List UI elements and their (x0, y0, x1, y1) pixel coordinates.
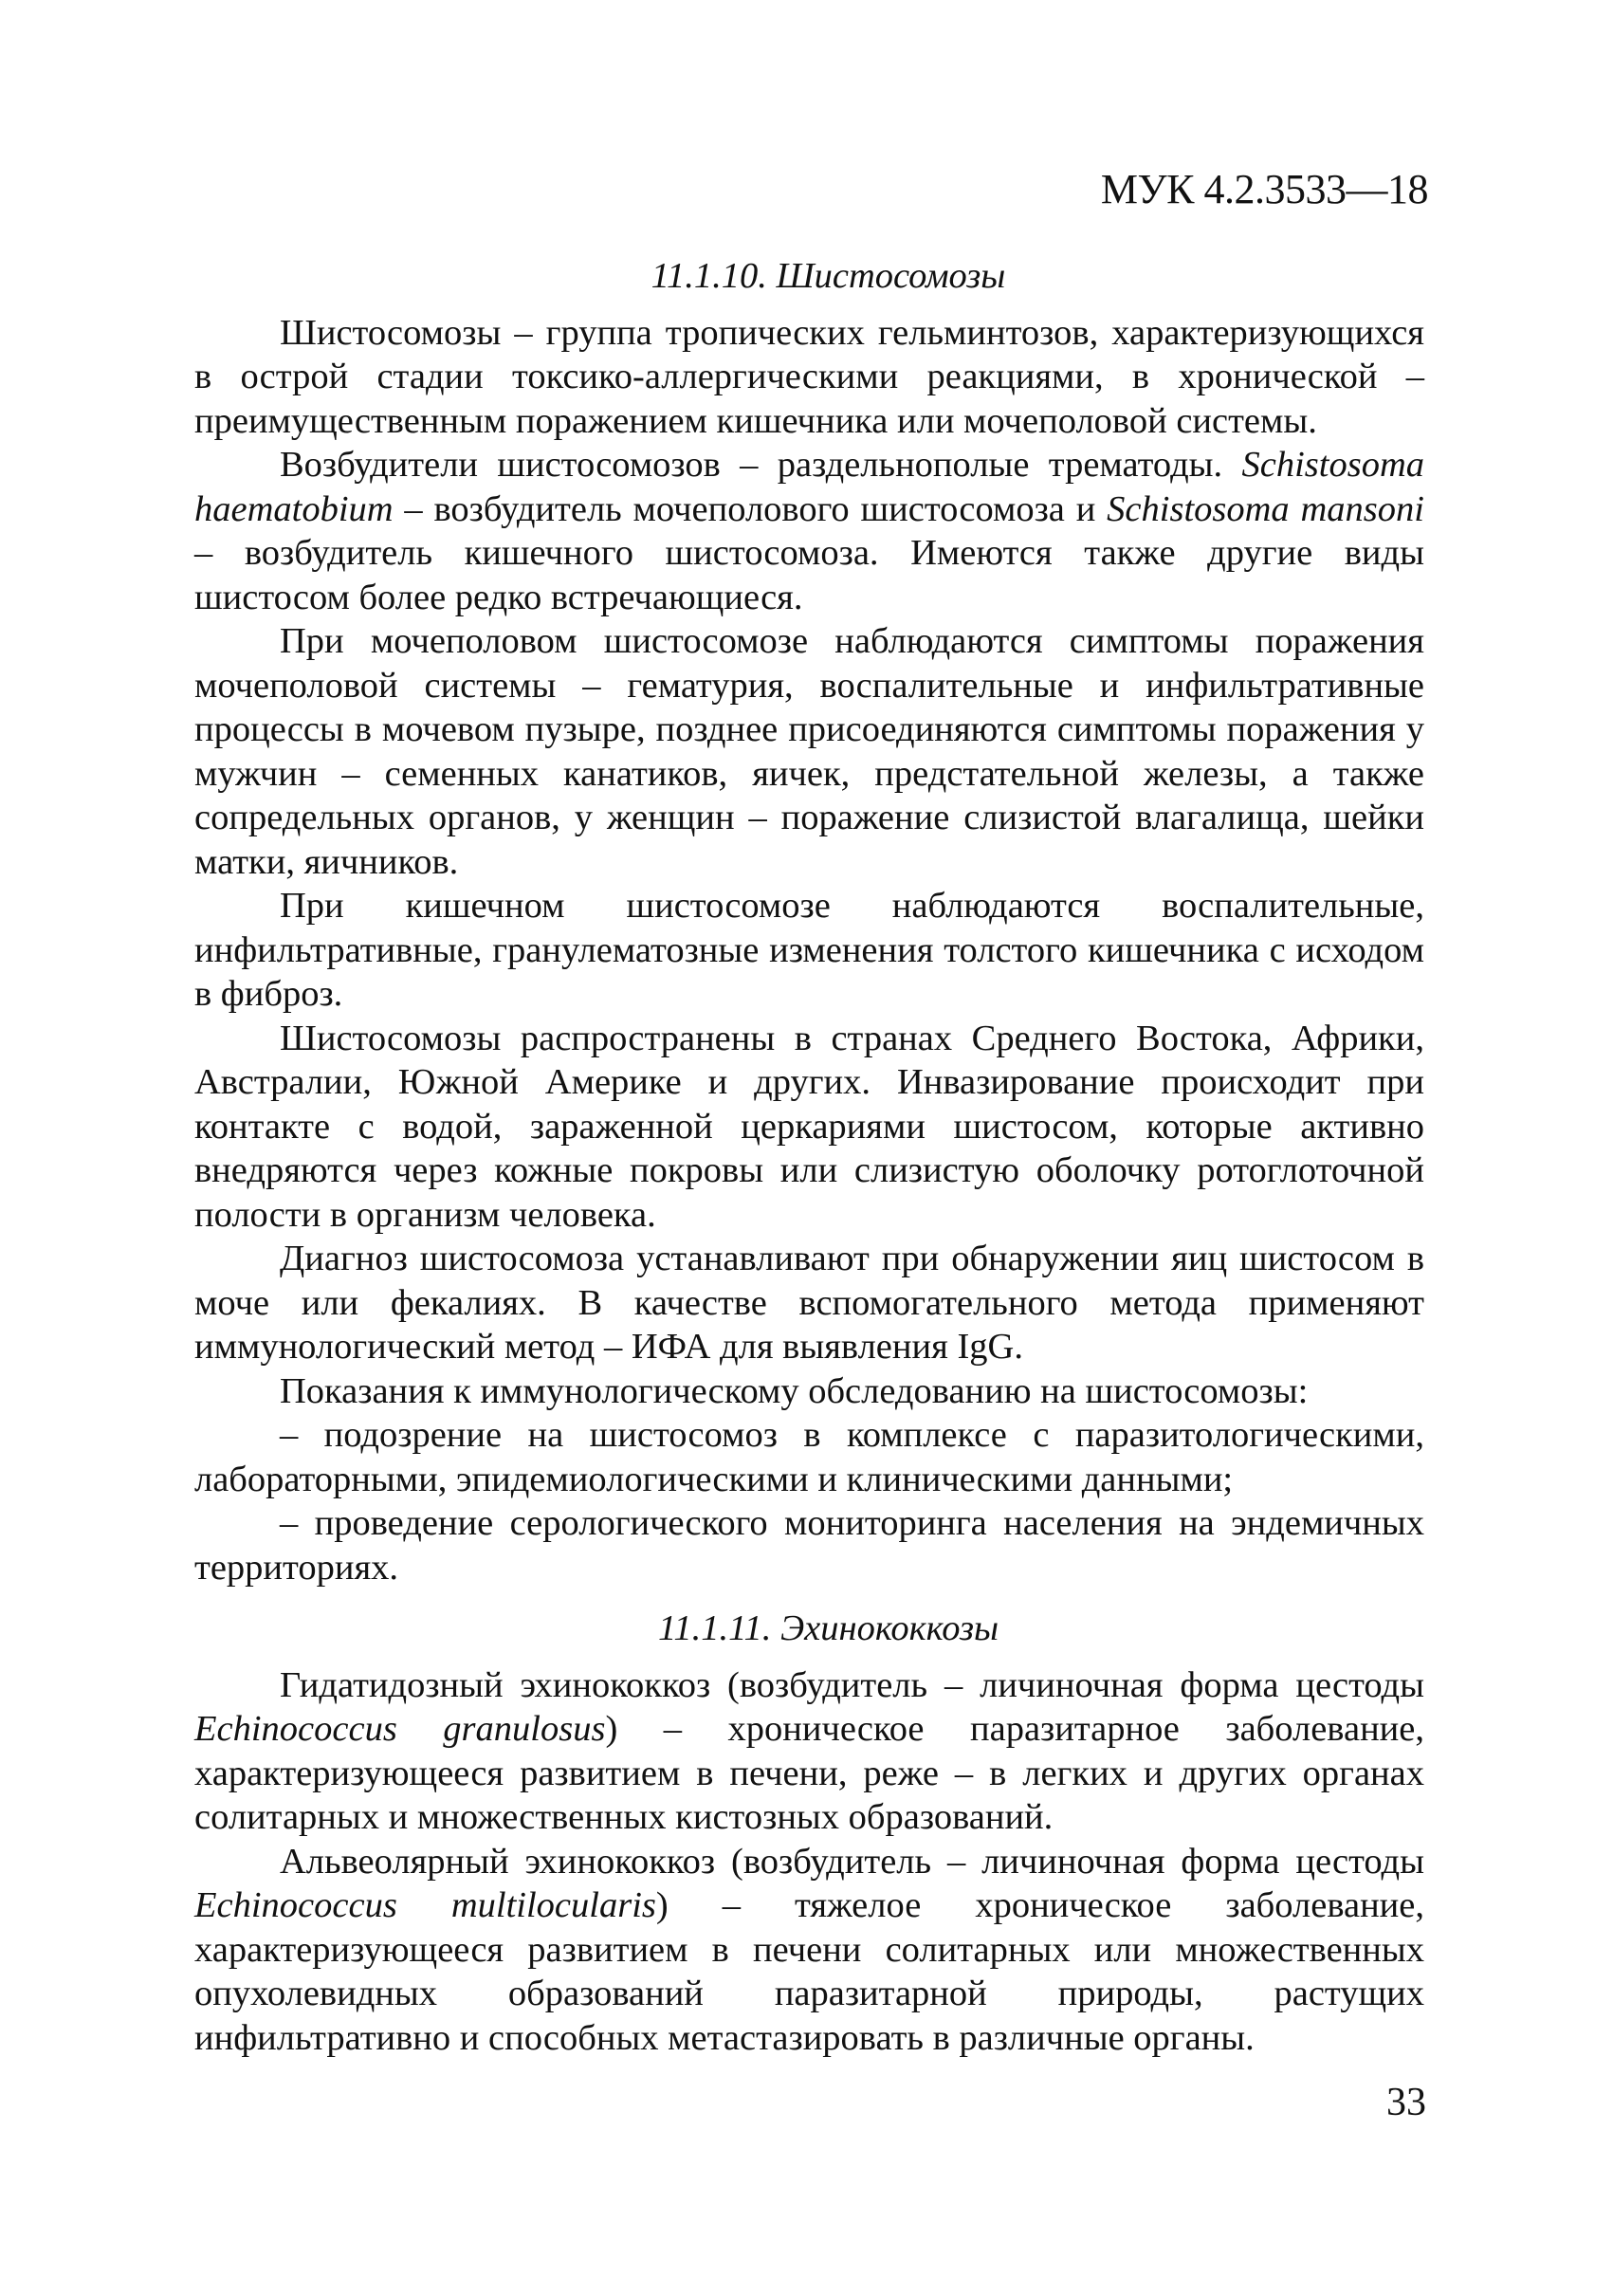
paragraph-hydatid (194, 1663, 1424, 1840)
page-number: 33 (1386, 2081, 1426, 2124)
paragraph-pathogens (194, 443, 1424, 619)
paragraph: При мочеполовом шистосомозе наблюдаются симптомы поражения мочеполовой системы – гематурия, воспалительные и инфильтративные процессы в мочевом пузыре, позднее присоединяются симптомы поражения у мужчин – семенных канатиков, яичек, предстательной железы, а также сопредельных органов, у женщин – поражение слизистой влагалища, шейки матки, яичников. (194, 621, 1424, 882)
species-name: Echinococcus multilocularis (194, 1885, 656, 1925)
paragraph: Показания к иммунологическому обследованию на шистосомозы: (280, 1370, 1309, 1411)
paragraph-alveolar (194, 1840, 1424, 2061)
species-name: Schistosoma haematobium (194, 445, 1424, 529)
text: Гидатидозный эхинококкоз (возбудитель – личиночная форма цестоды (280, 1664, 1424, 1705)
text: Альвеолярный эхинококкоз (возбудитель – личиночная форма цестоды (280, 1841, 1424, 1882)
text: Возбудители шистосомозов – раздельнополые трематоды. (280, 445, 1242, 485)
text: – возбудитель мочеполового шистосомоза и (393, 488, 1108, 529)
section-heading-schistosomiasis: 11.1.10. Шистосомозы (651, 256, 1006, 296)
page-content (194, 254, 1424, 2060)
document-code: МУК 4.2.3533—18 (1100, 166, 1428, 212)
species-name: Schistosoma mansoni (1107, 488, 1424, 529)
paragraph: Шистосомозы распространены в странах Среднего Востока, Африки, Австралии, Южной Америке и других. Инвазирование происходит при контакте с водой, зараженной церкариями шистосом, которые активно внедряются через кожные покровы или слизистую оболочку ротоглоточной полости в организм человека. (194, 1018, 1424, 1235)
species-name: Echinococcus granulosus (194, 1709, 606, 1749)
paragraph: Шистосомозы – группа тропических гельминтозов, характеризующихся в острой стадии токсико-аллергическими реакциями, в хронической – преимущественным поражением кишечника или мочеполовой системы. (194, 312, 1424, 441)
text: ) – хроническое паразитарное заболевание, характеризующееся развитием в печени, реже – в легких и других органах солитарных и множественных кистозных образований. (194, 1709, 1424, 1837)
section-heading-echinococcosis: 11.1.11. Эхинококкозы (657, 1608, 999, 1648)
text: ) – тяжелое хроническое заболевание, характеризующееся развитием в печени солитарных или множественных опухолевидных образований паразитарной природы, растущих инфильтративно и способных метастазировать в различные органы. (194, 1885, 1424, 2058)
list-item: – проведение серологического мониторинга населения на эндемичных территориях. (194, 1503, 1424, 1588)
paragraph: При кишечном шистосомозе наблюдаются воспалительные, инфильтративные, гранулематозные изменения толстого кишечника с исходом в фиброз. (194, 886, 1424, 1014)
text: – возбудитель кишечного шистосомоза. Имеются также другие виды шистосом более редко встречающиеся. (194, 533, 1424, 617)
list-item: – подозрение на шистосомоз в комплексе с паразитологическими, лабораторными, эпидемиологическими и клиническими данными; (194, 1415, 1424, 1499)
paragraph: Диагноз шистосомоза устанавливают при обнаружении яиц шистосом в моче или фекалиях. В качестве вспомогательного метода применяют иммунологический метод – ИФА для выявления IgG. (194, 1239, 1424, 1367)
